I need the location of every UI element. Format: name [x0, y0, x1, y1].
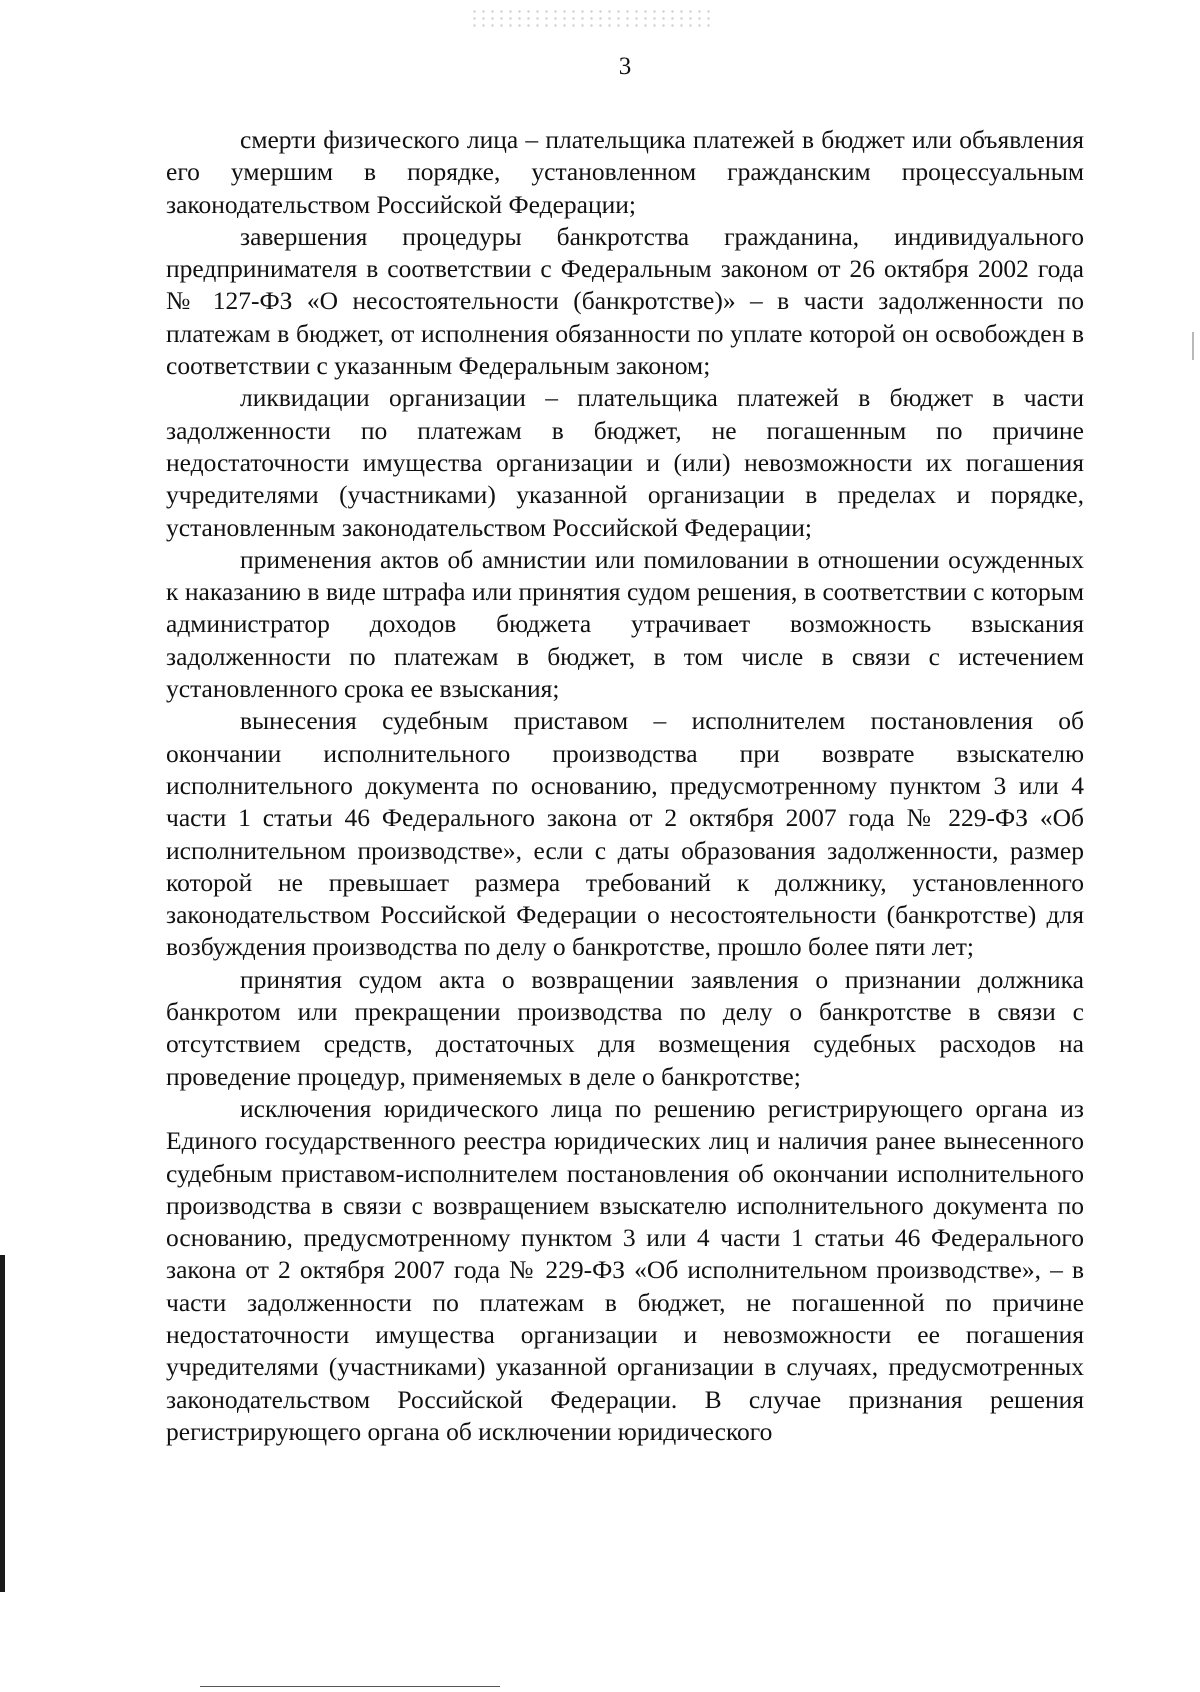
page-number: 3	[618, 53, 632, 80]
paragraph-liquidation: ликвидации организации – плательщика платежей в бюджет в части задолженности по платежам в бюджет, не погашенным по причине недостаточности имущества организации и (или) невозможности их погашения учредителями (участниками) указанной организации в пределах и порядке, установленным законодательством Российской Федерации;	[166, 383, 1084, 542]
document-body	[166, 124, 1084, 1448]
paragraph-bankruptcy-completion: завершения процедуры банкротства гражданина, индивидуального предпринимателя в соответствии с Федеральным законом от 26 октября 2002 года № 127-ФЗ «О несостоятельности (банкротстве)» – в части задолженности по платежам в бюджет, от исполнения обязанности по уплате которой он освобожден в соответствии с указанным Федеральным законом;	[166, 221, 1084, 381]
footer-rule	[200, 1686, 500, 1687]
paragraph-bailiff-decision: вынесения судебным приставом – исполнителем постановления об окончании исполнительного производства при возврате взыскателю исполнительного документа по основанию, предусмотренному пунктом 3 или 4 части 1 статьи 46 Федерального закона от 2 октября 2007 года № 229-ФЗ «Об исполнительном производстве», если с даты образования задолженности, размер которой не превышает размера требований к должнику, установленного законодательством Российской Федерации о несостоятельности (банкротстве) для возбуждения производства по делу о банкротстве, прошло более пяти лет;	[166, 706, 1084, 962]
scan-mark-right	[1192, 332, 1194, 360]
paragraph-exclusion-legal-entity: исключения юридического лица по решению регистрирующего органа из Единого государственного реестра юридических лиц и наличия ранее вынесенного судебным приставом-исполнителем постановления об окончании исполнительного производства в связи с возвращением взыскателю исполнительного документа по основанию, предусмотренному пунктом 3 или 4 части 1 статьи 46 Федерального закона от 2 октября 2007 года № 229-ФЗ «Об исполнительном производстве», – в части задолженности по платежам в бюджет, не погашенной по причине недостаточности имущества организации и невозможности ее погашения учредителями (участниками) указанной организации в случаях, предусмотренных законодательством Российской Федерации. В случае признания решения регистрирующего органа об исключении юридического	[166, 1093, 1084, 1446]
scan-edge-left	[0, 1255, 5, 1592]
scan-noise-top	[470, 8, 710, 30]
paragraph-amnesty: применения актов об амнистии или помиловании в отношении осужденных к наказанию в виде штрафа или принятия судом решения, в соответствии с которым администратор доходов бюджета утрачивает возможность взыскания задолженности по платежам в бюджет, в том числе в связи с истечением установленного срока ее взыскания;	[166, 544, 1084, 704]
paragraph-court-act: принятия судом акта о возвращении заявления о признании должника банкротом или прекращении производства по делу о банкротстве в связи с отсутствием средств, достаточных для возмещения судебных расходов на проведение процедур, применяемых в деле о банкротстве;	[166, 964, 1084, 1091]
paragraph-death-of-payer: смерти физического лица – плательщика платежей в бюджет или объявления его умершим в порядке, установленном гражданским процессуальным законодательством Российской Федерации;	[166, 125, 1084, 219]
